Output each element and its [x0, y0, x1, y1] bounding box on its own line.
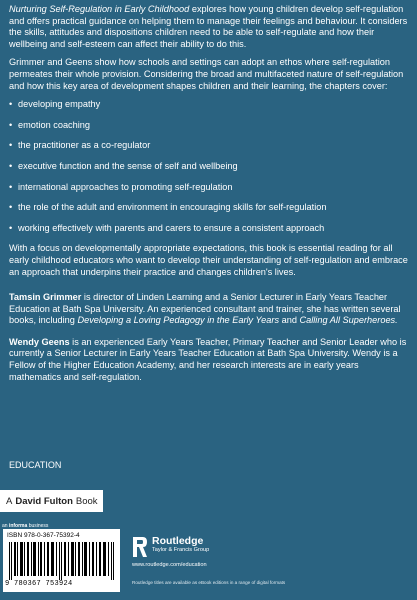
book-reference: Developing a Loving Pedagogy in the Early Years [77, 315, 280, 326]
chapter-item: • executive function and the sense of self and wellbeing [9, 160, 238, 171]
author-bio-grimmer: Tamsin Grimmer is director of Linden Learning and a Senior Lecturer in Early Years Teacher Education at Bath Spa University. An experienced consultant and trainer, she has written several books, including Developing a Loving Pedagogy in the Early Years and Calling All Superheroes. [9, 292, 401, 326]
chapters-intro: Grimmer and Geens show how schools and settings can adopt an ethos where self-regulation permeates their whole provision. Considering the broad and multifaceted nature of self-regulation and how this key area of development shapes children and their learning, the chapters cover: [9, 57, 404, 91]
author-bio-geens: Wendy Geens is an experienced Early Years Teacher, Primary Teacher and Senior Leader who is currently a Senior Lecturer in Early Years Teacher Education at Bath Spa University. Wendy is a Fellow of the Higher Education Academy, and her research interests are in early years mathematics and self-regulation. [9, 336, 407, 382]
chapter-item: • emotion coaching [9, 119, 91, 130]
publisher-group: Taylor & Francis Group [152, 547, 210, 553]
chapter-item: • working effectively with parents and carers to ensure a consistent approach [9, 222, 325, 233]
publisher-url[interactable]: www.routledge.com/education [132, 562, 207, 568]
author-name: Wendy Geens [9, 336, 70, 347]
chapter-item: • international approaches to promoting self-regulation [9, 181, 233, 192]
author-name: Tamsin Grimmer [9, 292, 82, 303]
book-title: Nurturing Self-Regulation in Early Childhood [9, 4, 190, 14]
bullet-icon: • [9, 119, 13, 130]
bullet-icon: • [9, 99, 13, 110]
author-bios [9, 292, 409, 383]
publisher-name: Routledge [152, 535, 204, 547]
subject-category: EDUCATION [9, 460, 62, 470]
intro-paragraph [9, 4, 409, 50]
publisher-logo [132, 536, 209, 558]
back-cover-text [9, 4, 409, 393]
chapter-item: • the practitioner as a co-regulator [9, 140, 151, 151]
bullet-icon: • [9, 181, 13, 192]
barcode-bars [9, 542, 114, 580]
chapter-item: • the role of the adult and environment in encouraging skills for self-regulation [9, 202, 327, 213]
barcode [3, 529, 120, 592]
bullet-icon: • [9, 202, 13, 213]
bullet-icon: • [9, 160, 13, 171]
imprint-logo: A David Fulton Book [0, 490, 103, 512]
isbn: ISBN 978-0-367-75392-4 [7, 532, 80, 539]
summary-paragraph: With a focus on developmentally appropriate expectations, this book is essential reading for all early childhood educators who want to develop their understanding of self-regulation and embrace an approach that underpins their practice and changes children's lives. [9, 243, 408, 277]
book-reference: Calling All Superheroes. [299, 315, 398, 326]
barcode-number: 9 780367 753924 [5, 580, 73, 588]
chapter-list [9, 99, 409, 234]
ebook-note: Routledge titles are available as eBook editions in a range of digital formats [132, 580, 286, 585]
imprint-name: David Fulton [15, 495, 73, 507]
bullet-icon: • [9, 140, 13, 151]
chapter-item: • developing empathy [9, 99, 101, 110]
informa-label: an informa business [2, 523, 49, 529]
routledge-icon [132, 536, 148, 558]
intro-text: explores how young children develop self-regulation and offers practical guidance on helping them to manage their feelings and behaviour. It considers the skills, attitudes and dispositions children need to be able to self-regulate and how their wellbeing and self-esteem can affect their ability to do this. [9, 4, 408, 49]
bullet-icon: • [9, 222, 13, 233]
